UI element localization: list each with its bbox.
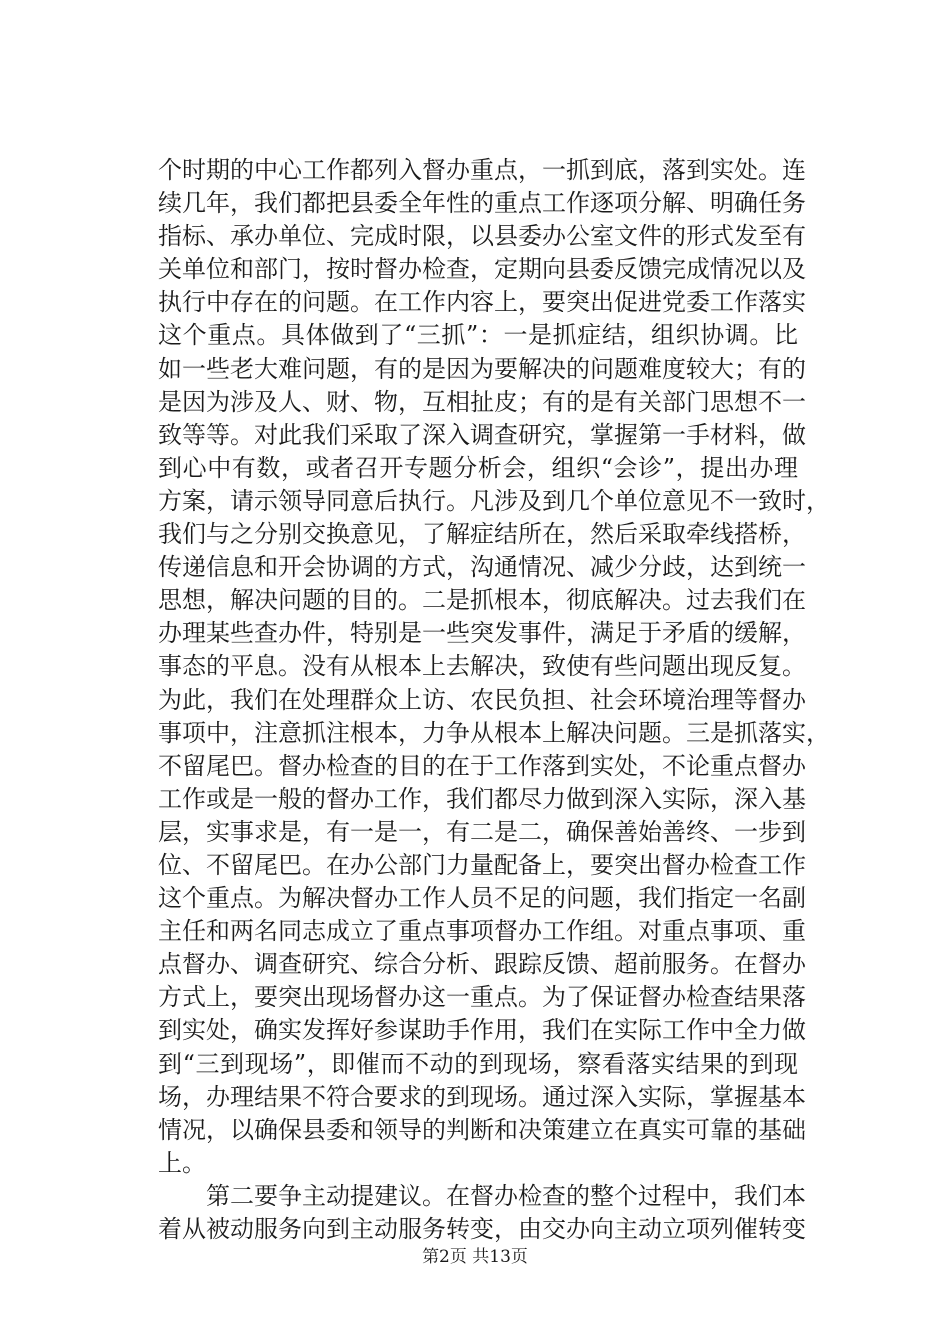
text-line: 如一些老大难问题，有的是因为要解决的问题难度较大；有的 [158, 354, 806, 383]
document-body [158, 154, 830, 1246]
text-line: 办理某些查办件，特别是一些突发事件，满足于矛盾的缓解， [158, 619, 806, 648]
text-line: 到实处，确实发挥好参谋助手作用，我们在实际工作中全力做 [158, 1016, 806, 1045]
text-line: 我们与之分别交换意见，了解症结所在，然后采取牵线搭桥， [158, 520, 806, 549]
text-line: 方案，请示领导同意后执行。凡涉及到几个单位意见不一致时， [158, 486, 830, 515]
text-line: 事态的平息。没有从根本上去解决，致使有些问题出现反复。 [158, 652, 806, 681]
text-line: 位、不留尾巴。在办公部门力量配备上，要突出督办检查工作 [158, 850, 806, 879]
paragraph-first-line: 第二要争主动提建议。在督办检查的整个过程中，我们本 [206, 1181, 806, 1210]
text-line: 为此，我们在处理群众上访、农民负担、社会环境治理等督办 [158, 685, 806, 714]
text-line: 这个重点。为解决督办工作人员不足的问题，我们指定一名副 [158, 884, 806, 913]
text-line: 关单位和部门，按时督办检查，定期向县委反馈完成情况以及 [158, 255, 806, 284]
text-line: 主任和两名同志成立了重点事项督办工作组。对重点事项、重 [158, 917, 806, 946]
text-line: 思想，解决问题的目的。二是抓根本，彻底解决。过去我们在 [158, 586, 806, 615]
text-line: 情况，以确保县委和领导的判断和决策建立在真实可靠的基础 [158, 1115, 806, 1144]
text-line: 执行中存在的问题。在工作内容上，要突出促进党委工作落实 [158, 288, 806, 317]
page-number: 第2页 共13页 [422, 1247, 528, 1267]
text-line: 不留尾巴。督办检查的目的在于工作落到实处，不论重点督办 [158, 751, 806, 780]
text-line: 工作或是一般的督办工作，我们都尽力做到深入实际，深入基 [158, 784, 806, 813]
text-line: 着从被动服务向到主动服务转变，由交办向主动立项列催转变 [158, 1215, 806, 1243]
text-line: 点督办、调查研究、综合分析、跟踪反馈、超前服务。在督办 [158, 950, 806, 979]
text-line: 层，实事求是，有一是一，有二是二，确保善始善终、一步到 [158, 817, 806, 846]
page-footer [0, 1242, 950, 1267]
text-line: 事项中，注意抓注根本，力争从根本上解决问题。三是抓落实， [158, 718, 830, 747]
text-line: 方式上，要突出现场督办这一重点。为了保证督办检查结果落 [158, 983, 806, 1012]
text-line: 传递信息和开会协调的方式，沟通情况、减少分歧，达到统一 [158, 553, 806, 582]
text-line: 到“三到现场”，即催而不动的到现场，察看落实结果的到现 [158, 1049, 798, 1078]
text-line: 这个重点。具体做到了“三抓”：一是抓症结，组织协调。比 [158, 321, 798, 350]
text-line: 是因为涉及人、财、物，互相扯皮；有的是有关部门思想不一 [158, 387, 806, 416]
text-line: 场，办理结果不符合要求的到现场。通过深入实际，掌握基本 [158, 1082, 806, 1111]
text-line: 上。 [158, 1148, 206, 1177]
text-line: 到心中有数，或者召开专题分析会，组织“会诊”，提出办理 [158, 453, 798, 482]
text-line: 续几年，我们都把县委全年性的重点工作逐项分解、明确任务 [158, 189, 806, 218]
text-line: 个时期的中心工作都列入督办重点，一抓到底，落到实处。连 [158, 156, 806, 184]
text-line: 致等等。对此我们采取了深入调查研究，掌握第一手材料，做 [158, 420, 806, 449]
text-line: 指标、承办单位、完成时限，以县委办公室文件的形式发至有 [158, 222, 806, 251]
